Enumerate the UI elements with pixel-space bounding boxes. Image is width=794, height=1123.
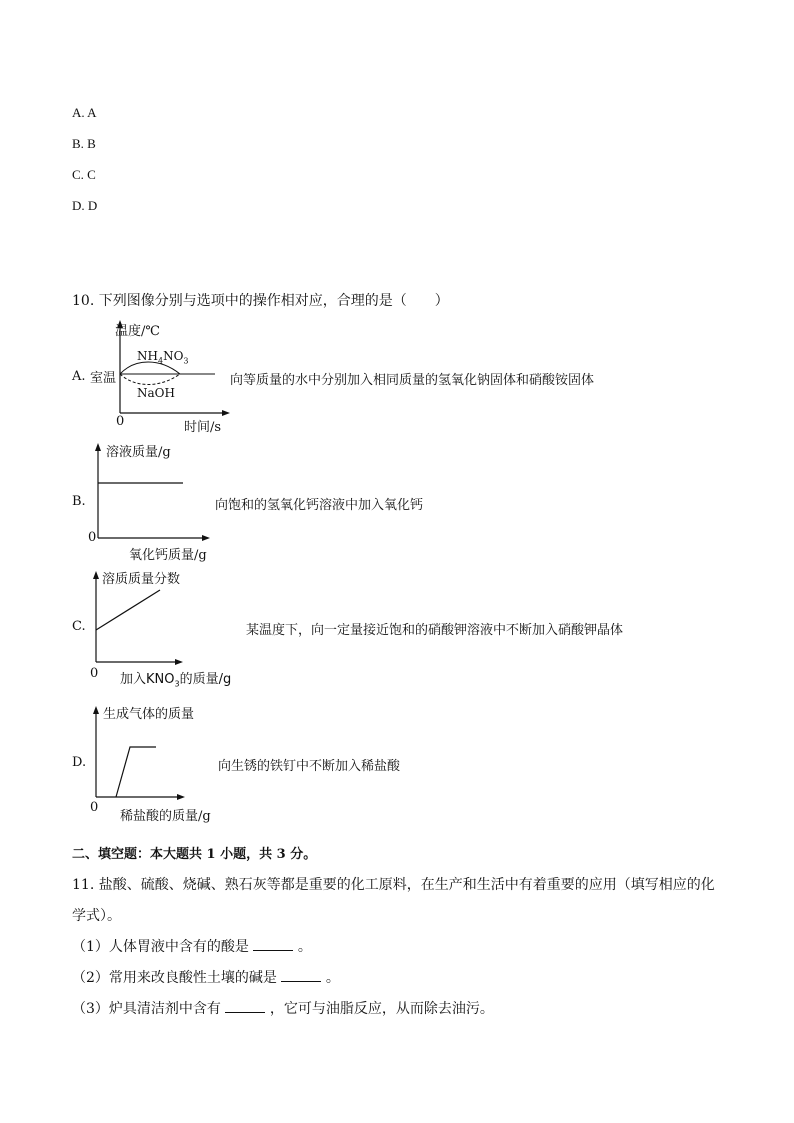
q10-c-data-line [96, 590, 160, 630]
q10-d-letter: D. [72, 755, 87, 770]
q10-c-desc: 某温度下，向一定量接近饱和的硝酸钾溶液中不断加入硝酸钾晶体 [246, 623, 624, 638]
q11-part3-end: ，它可与油脂反应，从而除去油污。 [269, 1001, 494, 1017]
q10-a-curve-bottom-label: NaOH [137, 386, 175, 400]
q11-part3 [72, 998, 494, 1018]
q10-d-desc: 向生锈的铁钉中不断加入稀盐酸 [218, 759, 401, 774]
q10-b-origin: 0 [88, 530, 97, 545]
q9-option-d: D. D [72, 198, 98, 213]
q10-b-letter: B. [72, 494, 86, 509]
q10-c-y-arrow [93, 571, 99, 579]
q10-b-ylabel: 溶液质量/g [106, 445, 171, 460]
q10-a-xlabel: 时间/s [184, 420, 222, 435]
q10-a-letter: A. [72, 369, 86, 384]
q10-a-ref-label: 室温 [90, 371, 117, 386]
q10-d-ylabel: 生成气体的质量 [103, 707, 195, 722]
q10-d-y-arrow [93, 706, 99, 714]
q10-c-xlabel: 加入$KNO_3$的质量/g [120, 672, 232, 689]
q11-stem-line2: 学式）。 [72, 908, 121, 924]
q10-a-desc: 向等质量的水中分别加入相同质量的氢氧化钠固体和硝酸铵固体 [230, 373, 595, 388]
q10-c-ylabel: 溶质质量分数 [102, 572, 181, 587]
q9-option-c: C. C [72, 167, 96, 182]
q10-b-xlabel: 氧化钙质量/g [129, 548, 207, 563]
q10-c-origin: 0 [90, 666, 99, 681]
q10-d-origin: 0 [90, 800, 99, 815]
q10-d-xlabel: 稀盐酸的质量/g [120, 809, 211, 824]
q11-part2 [72, 967, 340, 987]
q10-stem: 10. 下列图像分别与选项中的操作相对应，合理的是（ ） [72, 293, 449, 309]
q11-part3-text: （3）炉具清洁剂中含有 [72, 1001, 221, 1017]
q11-part1 [72, 936, 312, 956]
q10-a-x-arrow [222, 410, 230, 416]
q11-stem-line1: 11. 盐酸、硫酸、烧碱、熟石灰等都是重要的化工原料，在生产和生活中有着重要的应用（填写相应的化 [72, 877, 715, 893]
q10-c-x-arrow [175, 659, 183, 665]
q10-a-origin: 0 [116, 414, 125, 429]
q9-option-b: B. B [72, 136, 96, 151]
section2-heading: 二、填空题：本大题共 1 小题，共 3 分。 [72, 847, 317, 862]
q11-part1-text: （1）人体胃液中含有的酸是 [72, 939, 249, 955]
q11-part2-blank[interactable] [281, 969, 321, 982]
q11-part3-blank[interactable] [225, 1000, 265, 1013]
q9-option-a: A. A [72, 105, 97, 120]
q11-part1-blank[interactable] [253, 938, 293, 951]
q10-c-letter: C. [72, 619, 86, 634]
q10-a-curve-top-label: $NH_4NO_3$ [137, 349, 189, 366]
q10-d-x-arrow [177, 794, 185, 800]
q11-part1-end: 。 [297, 939, 312, 955]
q10-b-desc: 向饱和的氢氧化钙溶液中加入氧化钙 [215, 498, 424, 513]
q10-b-y-arrow [95, 443, 101, 451]
q11-part2-text: （2）常用来改良酸性土壤的碱是 [72, 970, 277, 986]
q10-b-x-arrow [202, 535, 210, 541]
q10-d-data-line [116, 747, 156, 797]
q11-part2-end: 。 [325, 970, 340, 986]
q10-a-curve-lower [120, 374, 180, 385]
q10-a-ylabel: 温度/℃ [115, 324, 160, 339]
